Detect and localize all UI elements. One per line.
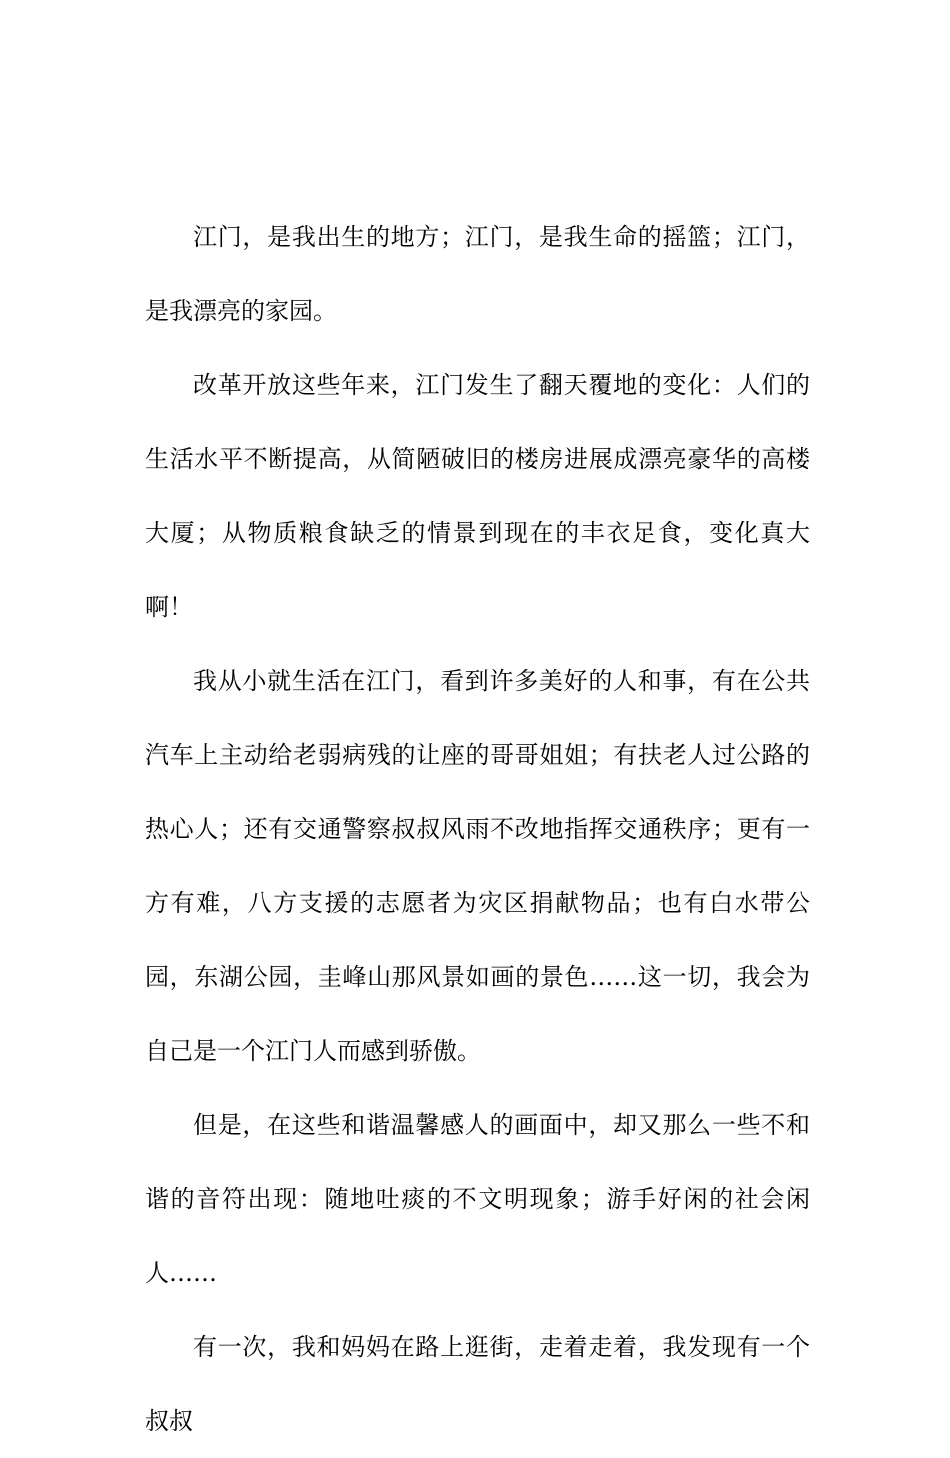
document-body [145, 200, 810, 1458]
paragraph-2: 改革开放这些年来，江门发生了翻天覆地的变化：人们的生活水平不断提高，从简陋破旧的楼房进展成漂亮豪华的高楼大厦；从物质粮食缺乏的情景到现在的丰衣足食，变化真大啊！ [145, 371, 810, 621]
paragraph-4: 但是，在这些和谐温馨感人的画面中，却又那么一些不和谐的音符出现：随地吐痰的不文明现象；游手好闲的社会闲人…… [145, 1111, 810, 1287]
paragraph-3: 我从小就生活在江门，看到许多美好的人和事，有在公共汽车上主动给老弱病残的让座的哥哥姐姐；有扶老人过公路的热心人；还有交通警察叔叔风雨不改地指挥交通秩序；更有一方有难，八方支援的志愿者为灾区捐献物品；也有白水带公园，东湖公园，圭峰山那风景如画的景色……这一切，我会为自己是一个江门人而感到骄傲。 [145, 667, 810, 1065]
paragraph-1: 江门，是我出生的地方；江门，是我生命的摇篮；江门，是我漂亮的家园。 [145, 223, 810, 325]
paragraph-5: 有一次，我和妈妈在路上逛街，走着走着，我发现有一个叔叔 [145, 1333, 810, 1435]
